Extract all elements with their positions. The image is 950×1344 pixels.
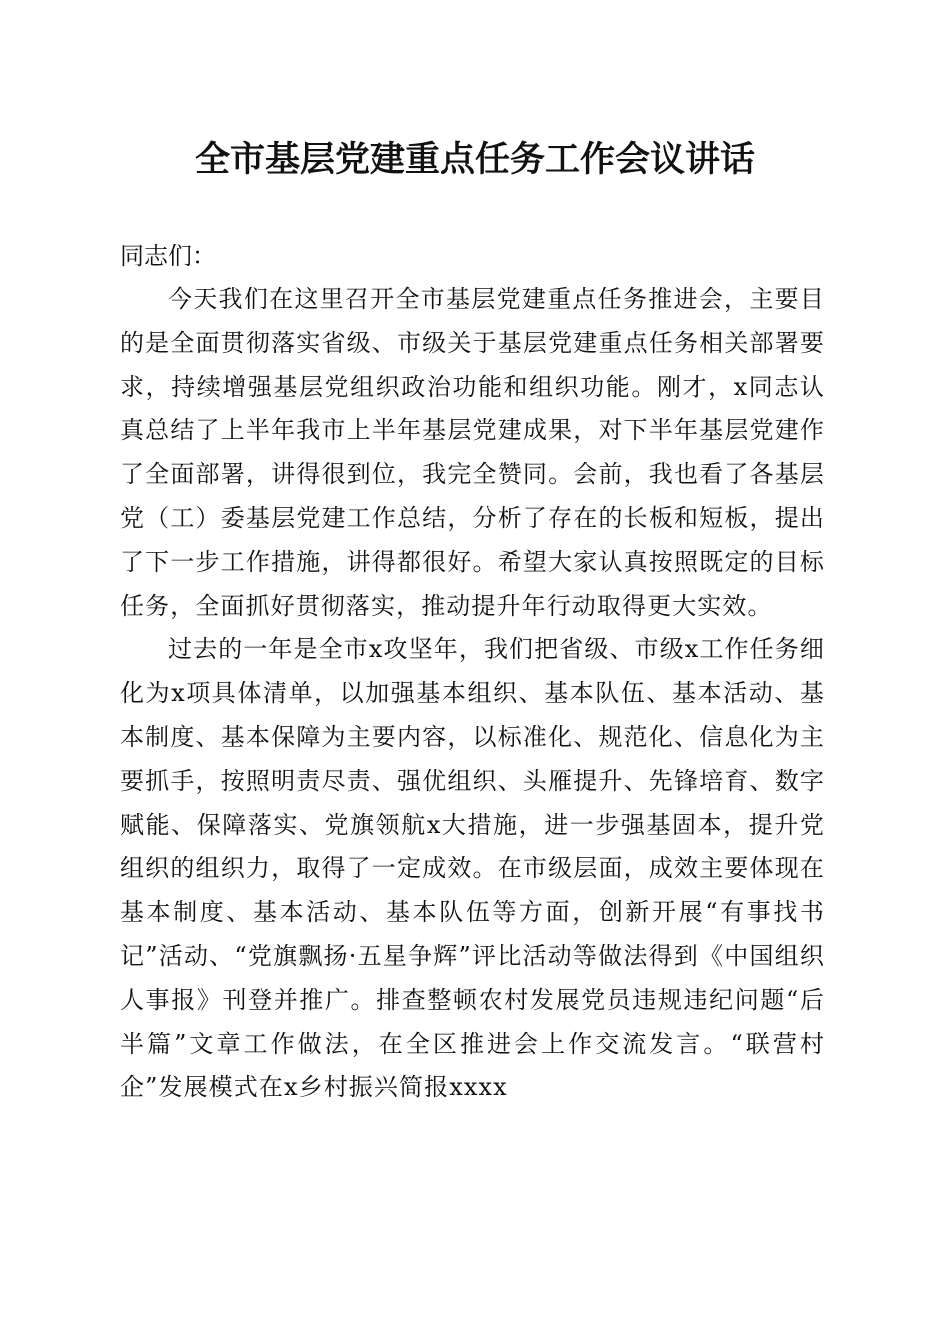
salutation: 同志们： bbox=[120, 242, 216, 270]
paragraph-2: 过去的一年是全市x攻坚年，我们把省级、市级x工作任务细化为x项具体清单，以加强基本组织、基本队伍、基本活动、基本制度、基本保障为主要内容，以标准化、规范化、信息化为主要抓手，按照明责尽责、强优组织、头雁提升、先锋培育、数字赋能、保障落实、党旗领航x大措施，进一步强基固本，提升党组织的组织力，取得了一定成效。在市级层面，成效主要体现在基本制度、基本活动、基本队伍等方面，创新开展“有事找书记”活动、“党旗飘扬·五星争辉”评比活动等做法得到《中国组织人事报》刊登并推广。排查整顿农村发展党员违规违纪问题“后半篇”文章工作做法，在全区推进会上作交流发言。“联营村企”发展模式在x乡村振兴简报xxxx bbox=[120, 635, 825, 1102]
document-body bbox=[120, 234, 825, 1110]
paragraph-1: 今天我们在这里召开全市基层党建重点任务推进会，主要目的是全面贯彻落实省级、市级关于基层党建重点任务相关部署要求，持续增强基层党组织政治功能和组织功能。刚才，x同志认真总结了上半年我市上半年基层党建成果，对下半年基层党建作了全面部署，讲得很到位，我完全赞同。会前，我也看了各基层党（工）委基层党建工作总结，分析了存在的长板和短板，提出了下一步工作措施，讲得都很好。希望大家认真按照既定的目标任务，全面抓好贯彻落实，推动提升年行动取得更大实效。 bbox=[120, 285, 825, 620]
document-title: 全市基层党建重点任务工作会议讲话 bbox=[194, 139, 755, 180]
